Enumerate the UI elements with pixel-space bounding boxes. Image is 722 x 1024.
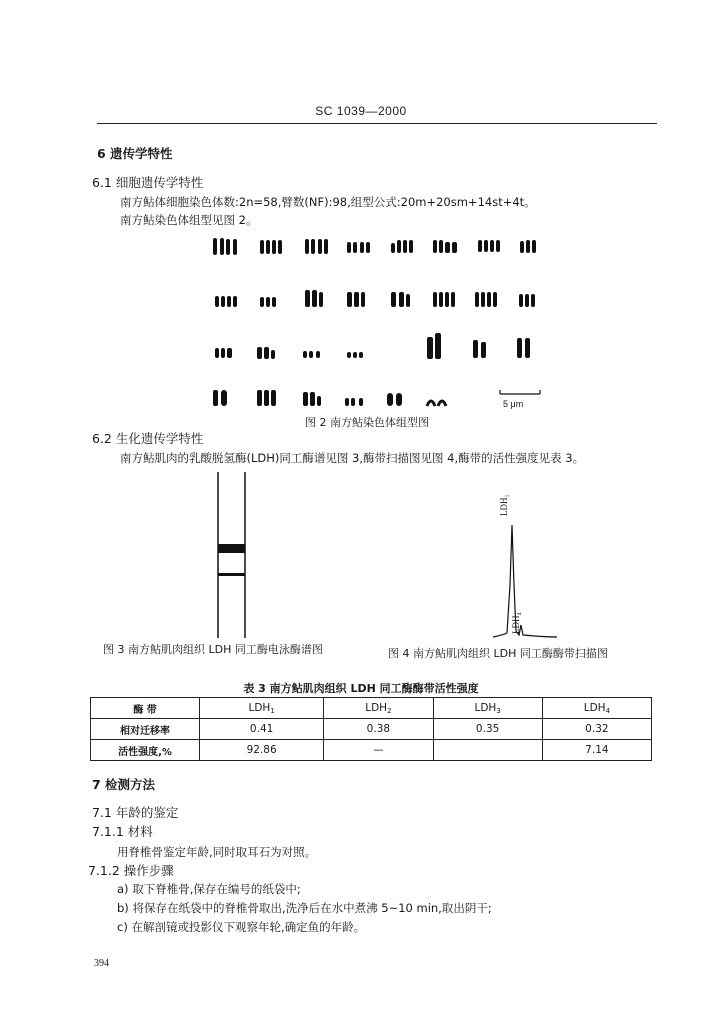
table-header-cell: 酶 带 [91,698,200,719]
section-6-1-title: 6.1 细胞遗传学特性 [92,175,204,190]
section-6-1-text-1: 南方鲇体细胞染色体数:2n=58,臂数(NF):98,组型公式:20m+20sm+14st+4t。 [120,195,536,209]
chromosome-pair [391,292,410,307]
chromosome-pair [520,240,536,253]
figure-4-scan [485,485,565,645]
table-cell: 0.35 [433,719,542,740]
table-header-cell: $LDH_2$ [324,698,433,719]
chromosome-pair [433,240,457,253]
header-rule [97,123,657,124]
figure-3-gel [205,470,265,640]
chromosome-pair [387,393,402,406]
chromosome-pair [475,292,497,307]
chromosome-pair [347,242,370,253]
table-cell: 0.32 [542,719,651,740]
section-7-1-1-title: 7.1.1 材料 [92,824,153,839]
table-row [91,740,652,761]
step-a: a) 取下脊椎骨,保存在编号的纸袋中; [117,882,301,896]
chromosome-pair [473,340,486,358]
chromosome-pair [391,240,413,253]
peak-label-ldh1: LDH₁ [499,494,509,516]
scan-curve [493,525,557,637]
chromosome-pair [257,347,275,359]
chromosome-pair [427,333,441,359]
chromosome-pair [303,351,320,358]
table-3-title: 表 3 南方鲇肌肉组织 LDH 同工酶酶带活性强度 [243,682,479,695]
chromosome-pair [305,290,323,307]
table-cell: 0.41 [200,719,324,740]
peak-label-ldh4: LDH₄ [511,612,521,634]
karyotype-chromosomes [205,230,565,415]
chromosome-pair [347,292,365,307]
step-b: b) 将保存在纸袋中的脊椎骨取出,洗净后在水中煮沸 5~10 min,取出阴干; [117,901,492,915]
section-6-1-text-2: 南方鲇染色体组型见图 2。 [120,213,258,227]
chromosome-pair [215,348,232,358]
section-6-2-text: 南方鲇肌肉的乳酸脱氢酶(LDH)同工酶谱见图 3,酶带扫描图见图 4,酶带的活性强度见表 3。 [120,451,585,465]
chromosome-pair [257,390,276,406]
table-cell: 7.14 [542,740,651,761]
table-cell: — [324,740,433,761]
chromosome-pair [433,292,455,307]
table-cell: 0.38 [324,719,433,740]
table-3 [90,697,652,761]
chromosome-pair [260,240,282,254]
row-label: 相对迁移率 [91,719,200,740]
page-number: 394 [94,958,109,969]
table-cell: 92.86 [200,740,324,761]
scale-bar [500,390,540,394]
table-header-cell: $LDH_1$ [200,698,324,719]
section-7-1-2-title: 7.1.2 操作步骤 [88,863,174,878]
section-7-1-1-text: 用脊椎骨鉴定年龄,同时取耳石为对照。 [117,845,317,859]
chromosome-pair [517,338,530,358]
figure-2-caption: 图 2 南方鲇染色体组型图 [305,416,429,429]
chromosome-pair [215,296,237,307]
scale-bar-label: 5 μm [503,399,524,409]
table-header-cell: $LDH_4$ [542,698,651,719]
section-6-2-title: 6.2 生化遗传学特性 [92,431,204,446]
table-header-row [91,698,652,719]
gel-band-ldh4 [218,573,245,576]
figure-4-caption: 图 4 南方鲇肌肉组织 LDH 同工酶酶带扫描图 [388,647,608,660]
chromosome-pair [213,238,237,255]
chromosome-pair [427,401,446,406]
figure-3-caption: 图 3 南方鲇肌肉组织 LDH 同工酶电泳酶谱图 [103,643,323,656]
section-7-title: 7 检测方法 [92,777,156,792]
document-code-header: SC 1039—2000 [315,104,407,118]
karyotype-figure [205,230,565,415]
row-label: 活性强度,% [91,740,200,761]
section-7-1-title: 7.1 年龄的鉴定 [92,805,179,820]
chromosome-pair [519,294,535,307]
table-header-cell: $LDH_3$ [433,698,542,719]
chromosome-pair [260,297,276,307]
gel-band-ldh1 [218,544,245,553]
section-6-title: 6 遗传学特性 [97,146,173,161]
chromosome-pair [347,352,363,358]
chromosome-pair [303,392,321,406]
chromosome-pair [213,390,227,406]
chromosome-pair [305,239,328,254]
table-cell [433,740,542,761]
table-row [91,719,652,740]
step-c: c) 在解剖镜或投影仪下观察年轮,确定鱼的年龄。 [117,920,366,934]
chromosome-pair [478,240,500,252]
chromosome-pair [345,398,363,406]
